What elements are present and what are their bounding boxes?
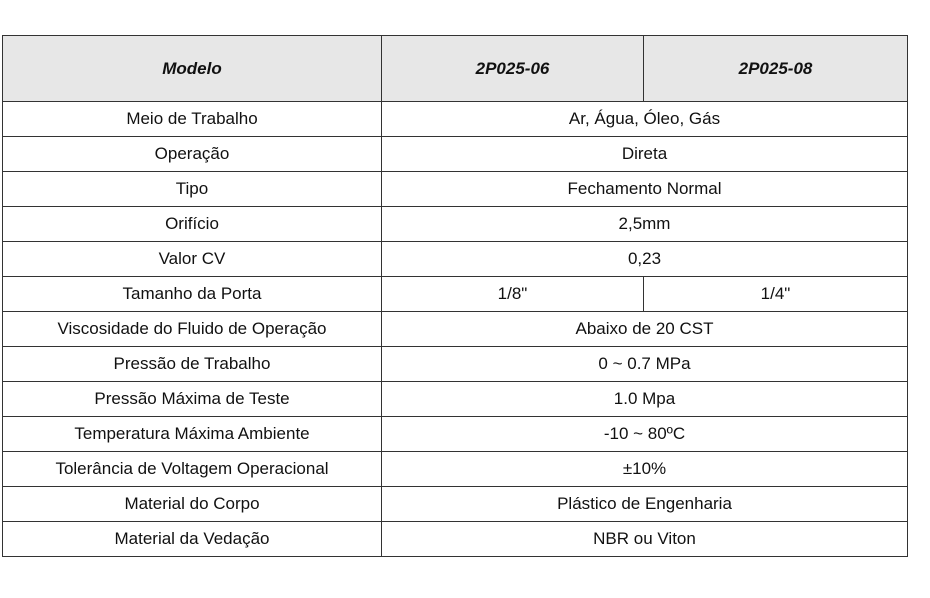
table-row <box>3 137 908 172</box>
row-value: 1/8" <box>382 277 644 312</box>
table-row <box>3 172 908 207</box>
table-row <box>3 102 908 137</box>
table-row <box>3 207 908 242</box>
row-value: Direta <box>382 137 908 172</box>
row-label: Pressão de Trabalho <box>3 347 382 382</box>
row-value: 1.0 Mpa <box>382 382 908 417</box>
header-model-1: 2P025-06 <box>382 36 644 102</box>
row-value: NBR ou Viton <box>382 522 908 557</box>
row-label: Pressão Máxima de Teste <box>3 382 382 417</box>
row-label: Material da Vedação <box>3 522 382 557</box>
row-value: 1/4" <box>644 277 908 312</box>
row-label: Operação <box>3 137 382 172</box>
row-label: Material do Corpo <box>3 487 382 522</box>
row-value: Abaixo de 20 CST <box>382 312 908 347</box>
table-row <box>3 382 908 417</box>
table-row <box>3 417 908 452</box>
header-model-2: 2P025-08 <box>644 36 908 102</box>
table-row <box>3 347 908 382</box>
table-row <box>3 522 908 557</box>
table-row <box>3 487 908 522</box>
row-value: ±10% <box>382 452 908 487</box>
row-value: -10 ~ 80ºC <box>382 417 908 452</box>
row-value: 0,23 <box>382 242 908 277</box>
table-row <box>3 277 908 312</box>
row-value: Ar, Água, Óleo, Gás <box>382 102 908 137</box>
row-value: Plástico de Engenharia <box>382 487 908 522</box>
row-label: Temperatura Máxima Ambiente <box>3 417 382 452</box>
row-label: Valor CV <box>3 242 382 277</box>
table-row <box>3 312 908 347</box>
row-label: Tamanho da Porta <box>3 277 382 312</box>
row-label: Viscosidade do Fluido de Operação <box>3 312 382 347</box>
row-label: Orifício <box>3 207 382 242</box>
row-value: 2,5mm <box>382 207 908 242</box>
header-model: Modelo <box>3 36 382 102</box>
row-value: Fechamento Normal <box>382 172 908 207</box>
table-row <box>3 452 908 487</box>
row-label: Tipo <box>3 172 382 207</box>
header-row <box>3 36 908 102</box>
row-label: Tolerância de Voltagem Operacional <box>3 452 382 487</box>
row-label: Meio de Trabalho <box>3 102 382 137</box>
spec-table <box>2 35 908 557</box>
table-row <box>3 242 908 277</box>
row-value: 0 ~ 0.7 MPa <box>382 347 908 382</box>
